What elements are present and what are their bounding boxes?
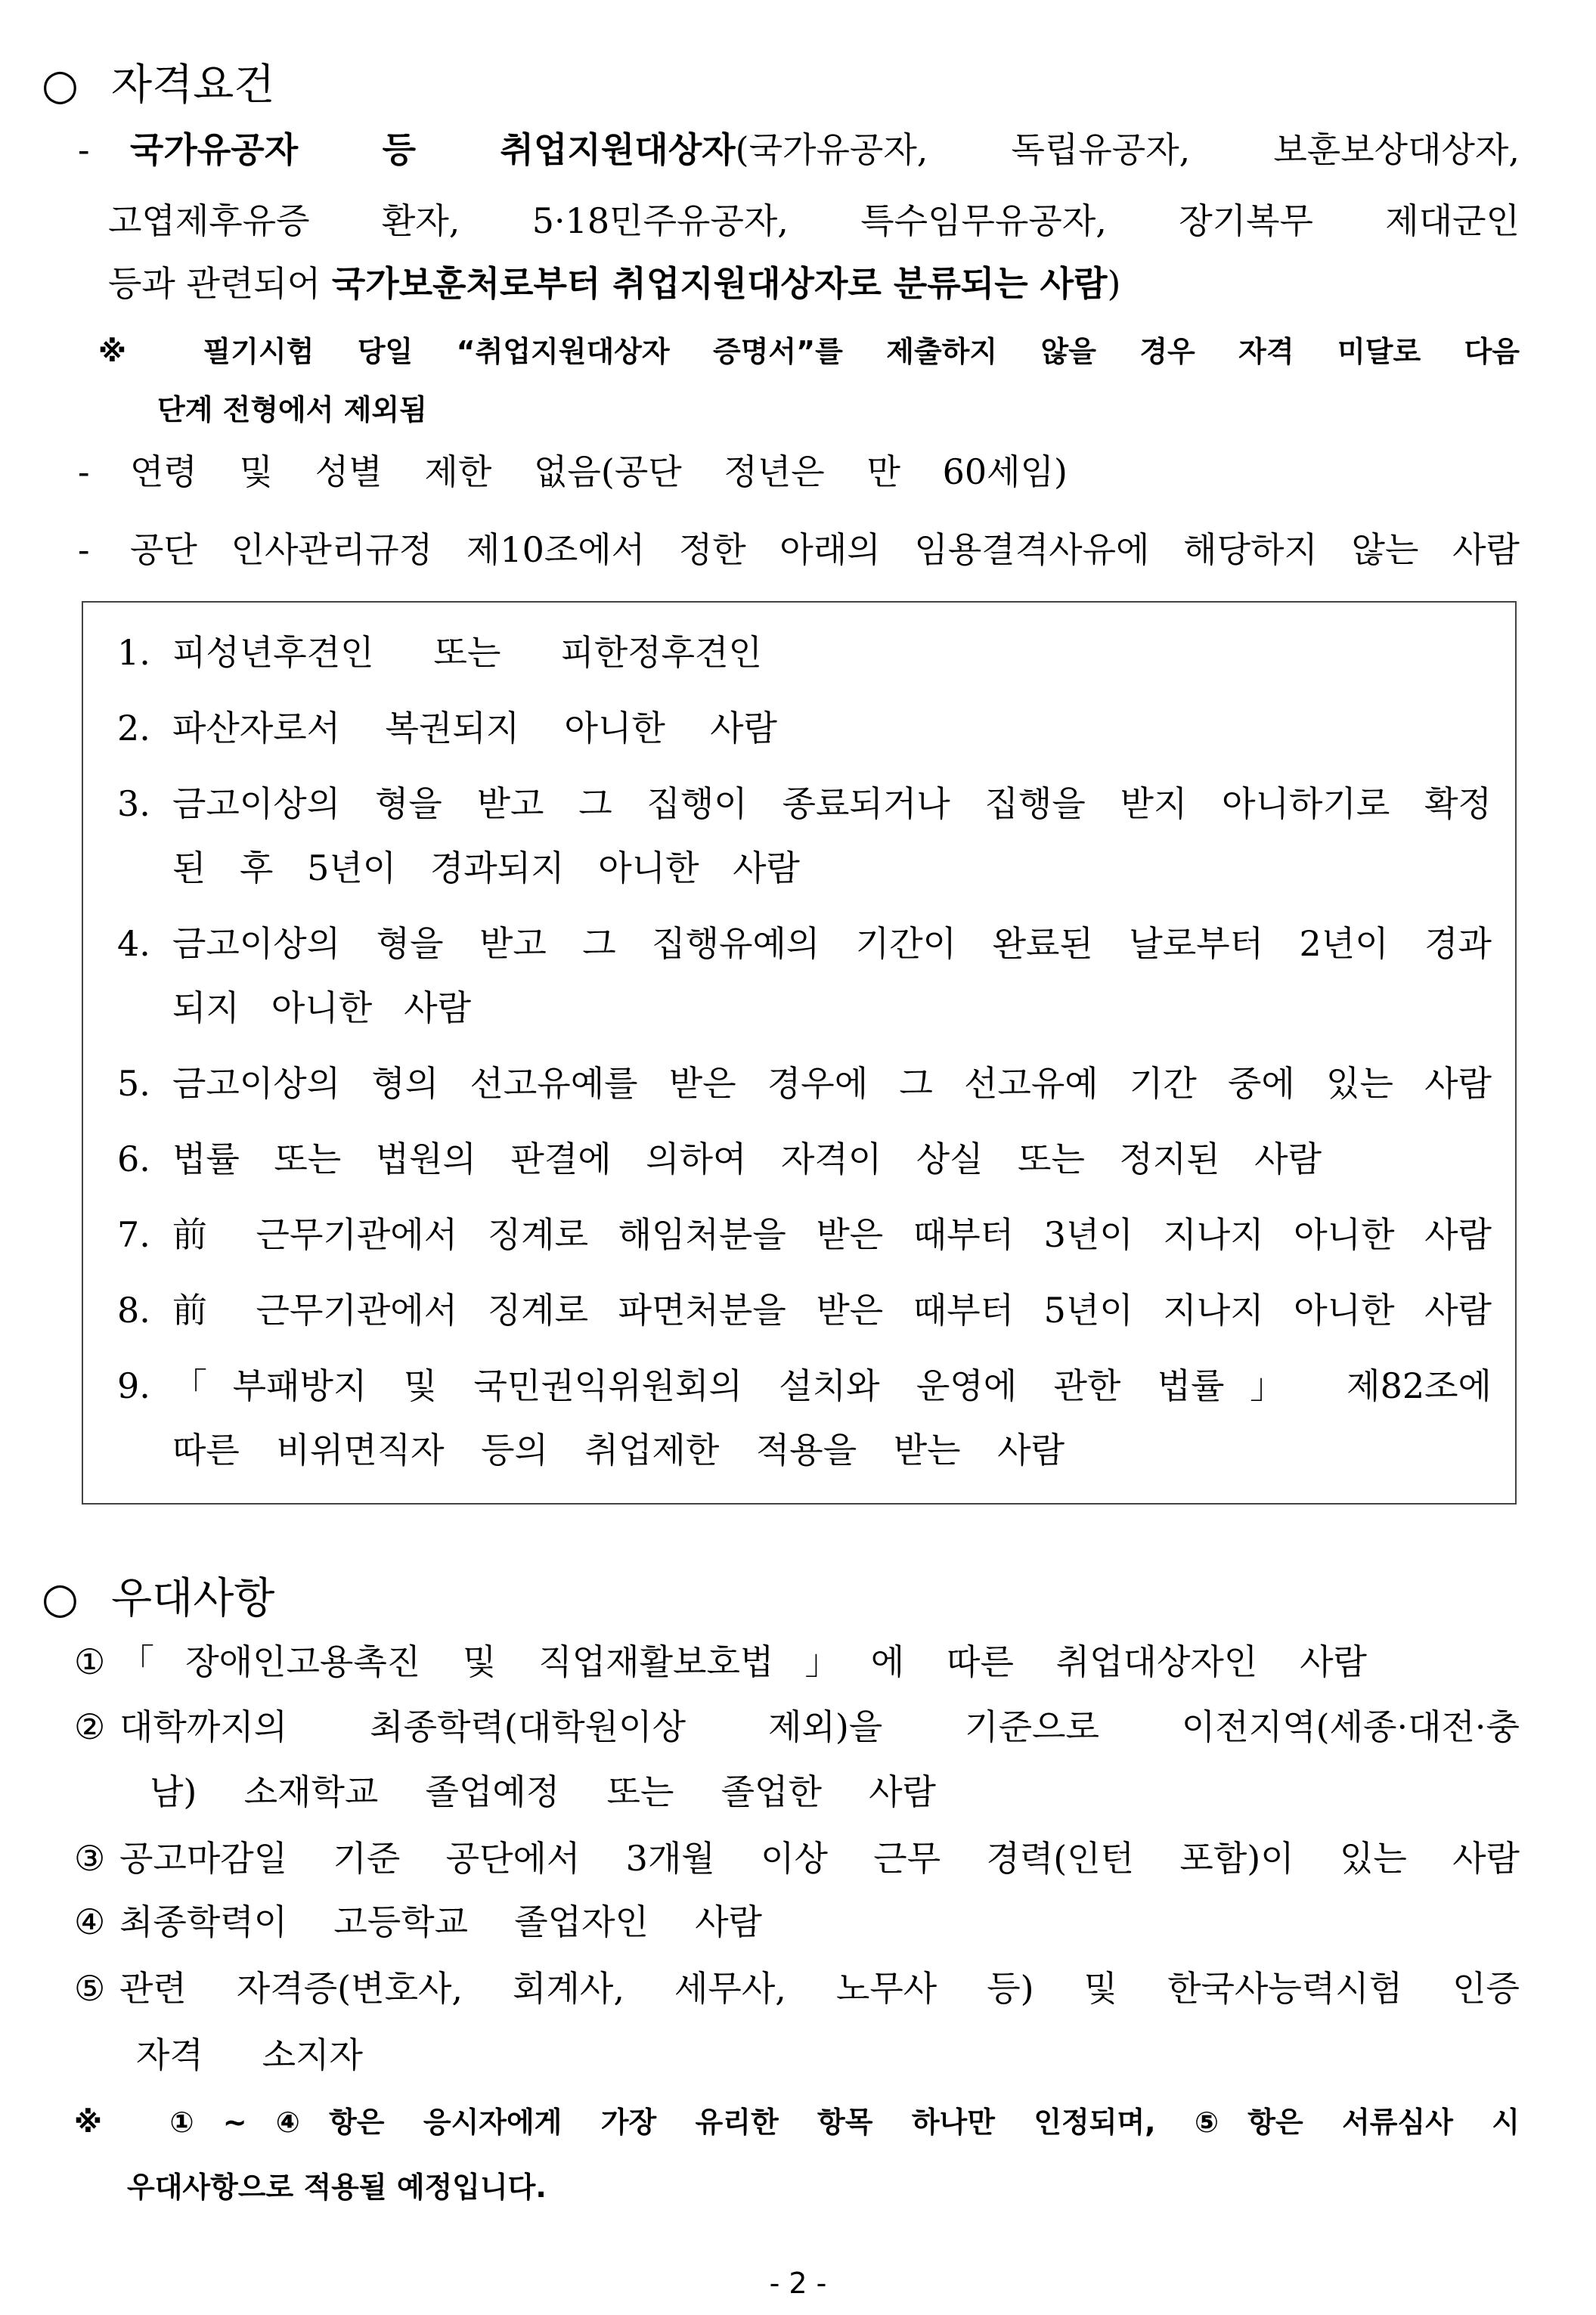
list-item-continuation: 따른 비위면직자 등의 취업제한 적용을 받는 사람	[172, 1430, 1065, 1471]
bullet-1-line-1: 국가유공자 등 취업지원대상자(국가유공자, 독립유공자, 보훈보상대상자,	[130, 129, 1520, 170]
list-item-number: 4.	[117, 923, 150, 964]
preference-item: 공고마감일 기준 공단에서 3개월 이상 근무 경력(인턴 포함)이 있는 사람	[119, 1838, 1520, 1879]
list-item-continuation: 된 후 5년이 경과되지 아니한 사람	[172, 848, 800, 888]
list-item-number: 6.	[117, 1139, 150, 1179]
preference-item: 관련 자격증(변호사, 회계사, 세무사, 노무사 등) 및 한국사능력시험 인증	[119, 1968, 1520, 2009]
section-heading-qualifications	[42, 59, 274, 112]
circled-number: ②	[74, 1706, 106, 1747]
circled-number: ⑤	[74, 1968, 106, 2009]
section-title: 자격요건	[111, 60, 275, 110]
circle-bullet-icon: ○	[42, 60, 79, 110]
list-item: 금고이상의 형을 받고 그 집행이 종료되거나 집행을 받지 아니하기로 확정	[172, 783, 1492, 824]
bullet-3: 공단 인사관리규정 제10조에서 정한 아래의 임용결격사유에 해당하지 않는 사람	[130, 529, 1520, 570]
bullet-1-line-3: 등과 관련되어 국가보훈처로부터 취업지원대상자로 분류되는 사람)	[108, 263, 1121, 304]
dash-bullet: -	[78, 529, 90, 570]
preference-item: 대학까지의 최종학력(대학원이상 제외)을 기준으로 이전지역(세종·대전·충	[119, 1706, 1520, 1747]
list-item-number: 3.	[117, 783, 150, 824]
list-item-number: 5.	[117, 1063, 150, 1104]
section-heading-preferences	[42, 1573, 274, 1625]
preference-item-continuation: 자격 소지자	[136, 2035, 363, 2075]
bullet-2: 연령 및 성별 제한 없음(공단 정년은 만 60세임)	[130, 451, 1068, 492]
preference-item: 최종학력이 고등학교 졸업자인 사람	[119, 1901, 762, 1942]
list-item-number: 9.	[117, 1365, 150, 1406]
list-item: 前 근무기관에서 징계로 해임처분을 받은 때부터 3년이 지나지 아니한 사람	[172, 1214, 1492, 1255]
note-line-1: ※ 필기시험 당일 “취업지원대상자 증명서”를 제출하지 않을 경우 자격 미달로 다음	[98, 335, 1520, 368]
circled-number: ④	[74, 1901, 106, 1942]
list-item: 파산자로서 복권되지 아니한 사람	[172, 708, 777, 748]
section-title: 우대사항	[111, 1574, 275, 1623]
list-item-continuation: 되지 아니한 사람	[172, 987, 471, 1028]
preference-item-continuation: 남) 소재학교 졸업예정 또는 졸업한 사람	[150, 1771, 936, 1812]
list-item: 「부패방지 및 국민권익위원회의 설치와 운영에 관한 법률」 제82조에	[172, 1365, 1492, 1406]
preference-item: 「장애인고용촉진 및 직업재활보호법」에 따른 취업대상자인 사람	[119, 1641, 1367, 1682]
list-item: 피성년후견인 또는 피한정후견인	[172, 632, 762, 673]
list-item-number: 7.	[117, 1214, 150, 1255]
list-item-number: 2.	[117, 708, 150, 748]
dash-bullet: -	[78, 129, 90, 170]
list-item: 前 근무기관에서 징계로 파면처분을 받은 때부터 5년이 지나지 아니한 사람	[172, 1290, 1492, 1331]
list-item: 법률 또는 법원의 판결에 의하여 자격이 상실 또는 정지된 사람	[172, 1139, 1322, 1179]
circled-number: ①	[74, 1641, 106, 1682]
page-number: - 2 -	[769, 2267, 827, 2300]
preference-note-line-1: ※ ①~④항은 응시자에게 가장 유리한 항목 하나만 인정되며, ⑤항은 서류심사 시	[74, 2106, 1520, 2139]
preference-note-line-2: 우대사항으로 적용될 예정입니다.	[127, 2171, 547, 2204]
circled-number: ③	[74, 1838, 106, 1879]
list-item: 금고이상의 형의 선고유예를 받은 경우에 그 선고유예 기간 중에 있는 사람	[172, 1063, 1492, 1104]
bullet-1-line-2: 고엽제후유증 환자, 5·18민주유공자, 특수임무유공자, 장기복무 제대군인	[108, 200, 1520, 241]
note-line-2: 단계 전형에서 제외됨	[157, 393, 427, 426]
circle-bullet-icon: ○	[42, 1574, 79, 1623]
list-item: 금고이상의 형을 받고 그 집행유예의 기간이 완료된 날로부터 2년이 경과	[172, 923, 1492, 964]
list-item-number: 1.	[117, 632, 150, 673]
dash-bullet: -	[78, 451, 90, 492]
list-item-number: 8.	[117, 1290, 150, 1331]
